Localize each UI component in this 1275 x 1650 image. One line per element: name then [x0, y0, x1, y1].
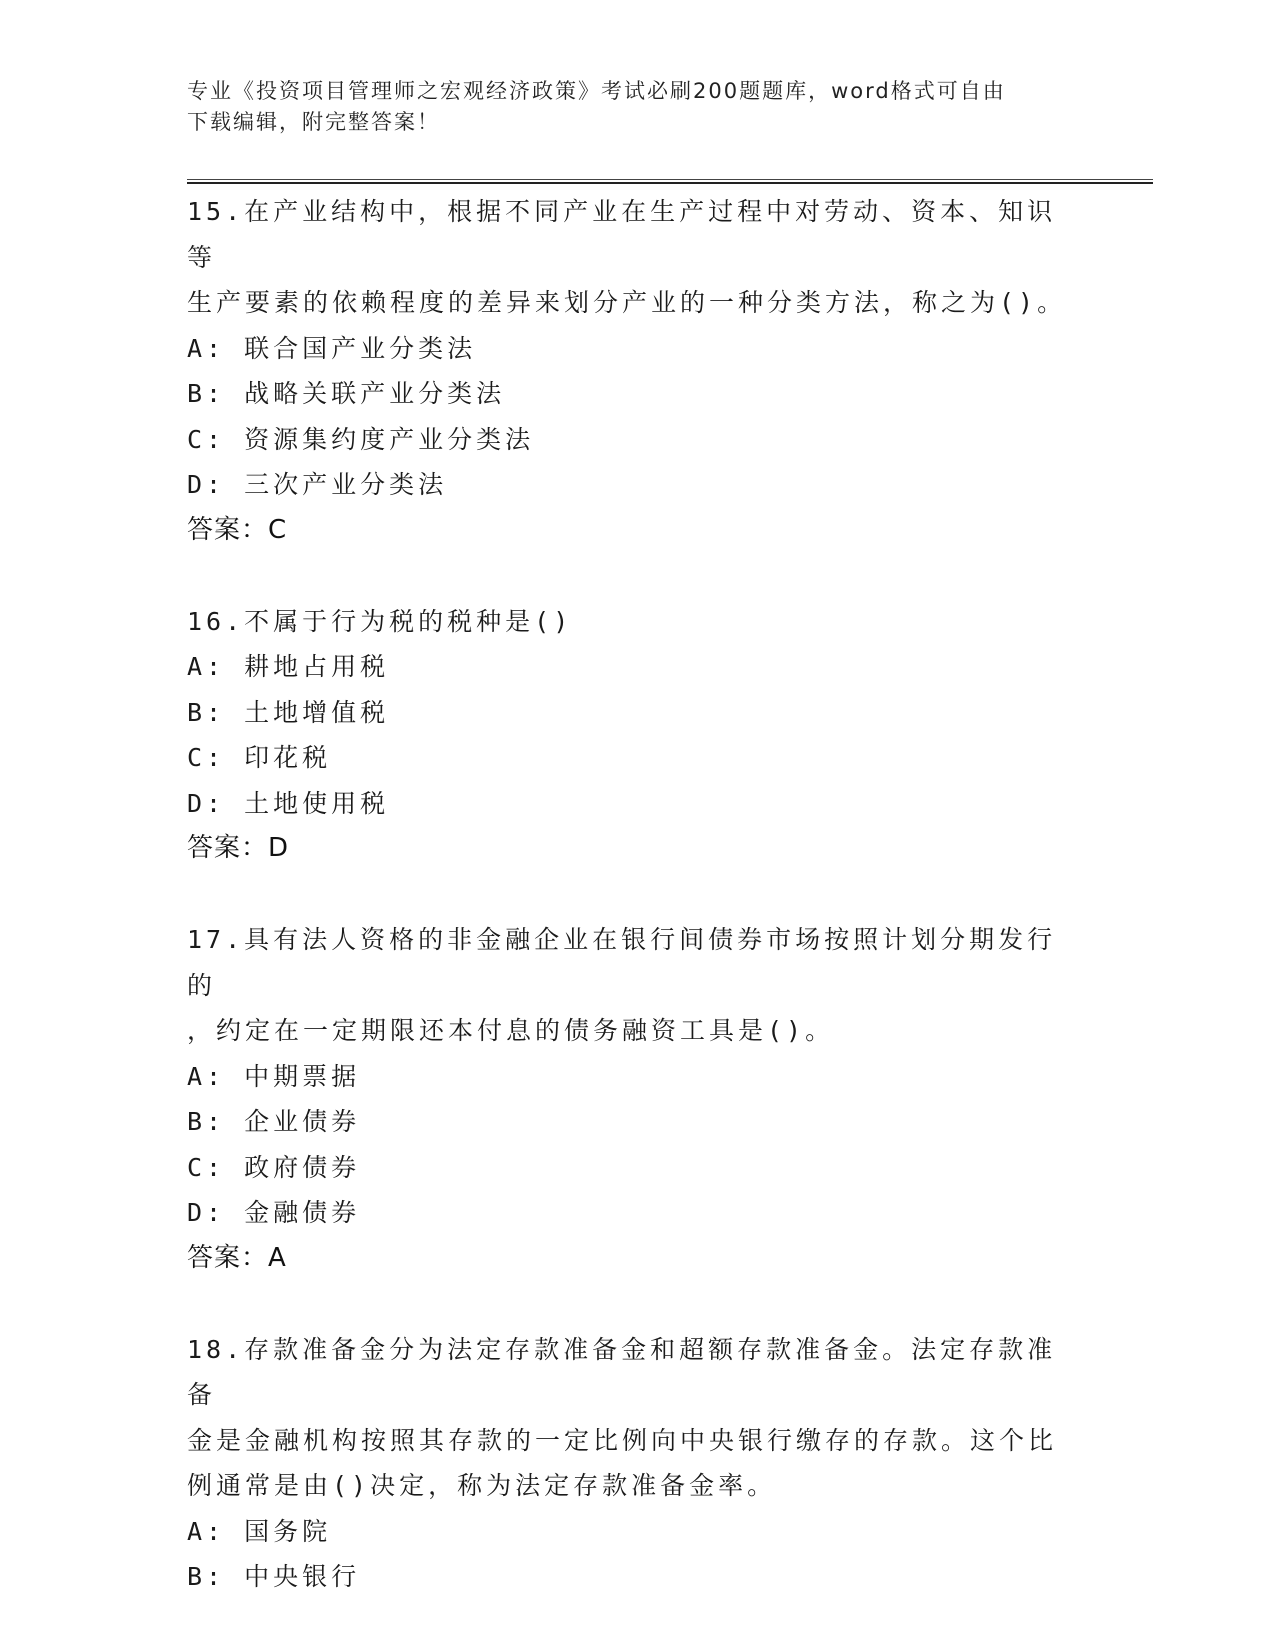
option-b: B: 企业债券	[187, 1107, 361, 1136]
answer-line: 答案：C	[187, 514, 288, 545]
page-header	[187, 76, 1067, 138]
header-line-1: 专业《投资项目管理师之宏观经济政策》考试必刷200题题库，word格式可自由	[187, 79, 1006, 103]
option-c: C: 政府债券	[187, 1152, 361, 1182]
option-d: D: 三次产业分类法	[187, 470, 448, 499]
option-a: A: 国务院	[187, 1516, 332, 1546]
question-stem: 生产要素的依赖程度的差异来划分产业的一种分类方法，称之为()。	[187, 288, 1067, 317]
header-divider	[187, 179, 1153, 184]
question-stem: ，约定在一定期限还本付息的债务融资工具是()。	[187, 1016, 835, 1045]
option-a: A: 中期票据	[187, 1061, 361, 1091]
option-b: B: 中央银行	[187, 1562, 361, 1591]
option-c: C: 印花税	[187, 743, 332, 772]
question-stem: 15.在产业结构中，根据不同产业在生产过程中对劳动、资本、知识等	[187, 197, 1057, 272]
option-b: B: 土地增值税	[187, 697, 390, 727]
question-16	[187, 599, 1087, 918]
header-line-2: 下载编辑，附完整答案！	[187, 110, 440, 134]
question-stem: 金是金融机构按照其存款的一定比例向中央银行缴存的存款。这个比	[187, 1425, 1058, 1455]
option-d: D: 土地使用税	[187, 788, 390, 818]
option-a: A: 联合国产业分类法	[187, 333, 477, 363]
question-stem: 例通常是由()决定，称为法定存款准备金率。	[187, 1471, 777, 1500]
question-gap	[187, 1281, 1087, 1327]
question-stem: 18.存款准备金分为法定存款准备金和超额存款准备金。法定存款准备	[187, 1334, 1057, 1409]
option-b: B: 战略关联产业分类法	[187, 379, 506, 408]
question-gap	[187, 872, 1087, 918]
answer-line: 答案：D	[187, 833, 290, 863]
question-stem: 16.不属于行为税的税种是()	[187, 606, 573, 636]
option-a: A: 耕地占用税	[187, 652, 390, 681]
question-gap	[187, 553, 1087, 599]
question-15	[187, 189, 1087, 599]
question-17	[187, 917, 1087, 1327]
option-d: D: 金融债券	[187, 1198, 361, 1227]
question-18	[187, 1327, 1087, 1600]
question-stem: 17.具有法人资格的非金融企业在银行间债券市场按照计划分期发行的	[187, 925, 1057, 1000]
answer-line: 答案：A	[187, 1242, 287, 1273]
option-c: C: 资源集约度产业分类法	[187, 424, 535, 454]
question-list	[187, 189, 1087, 1600]
